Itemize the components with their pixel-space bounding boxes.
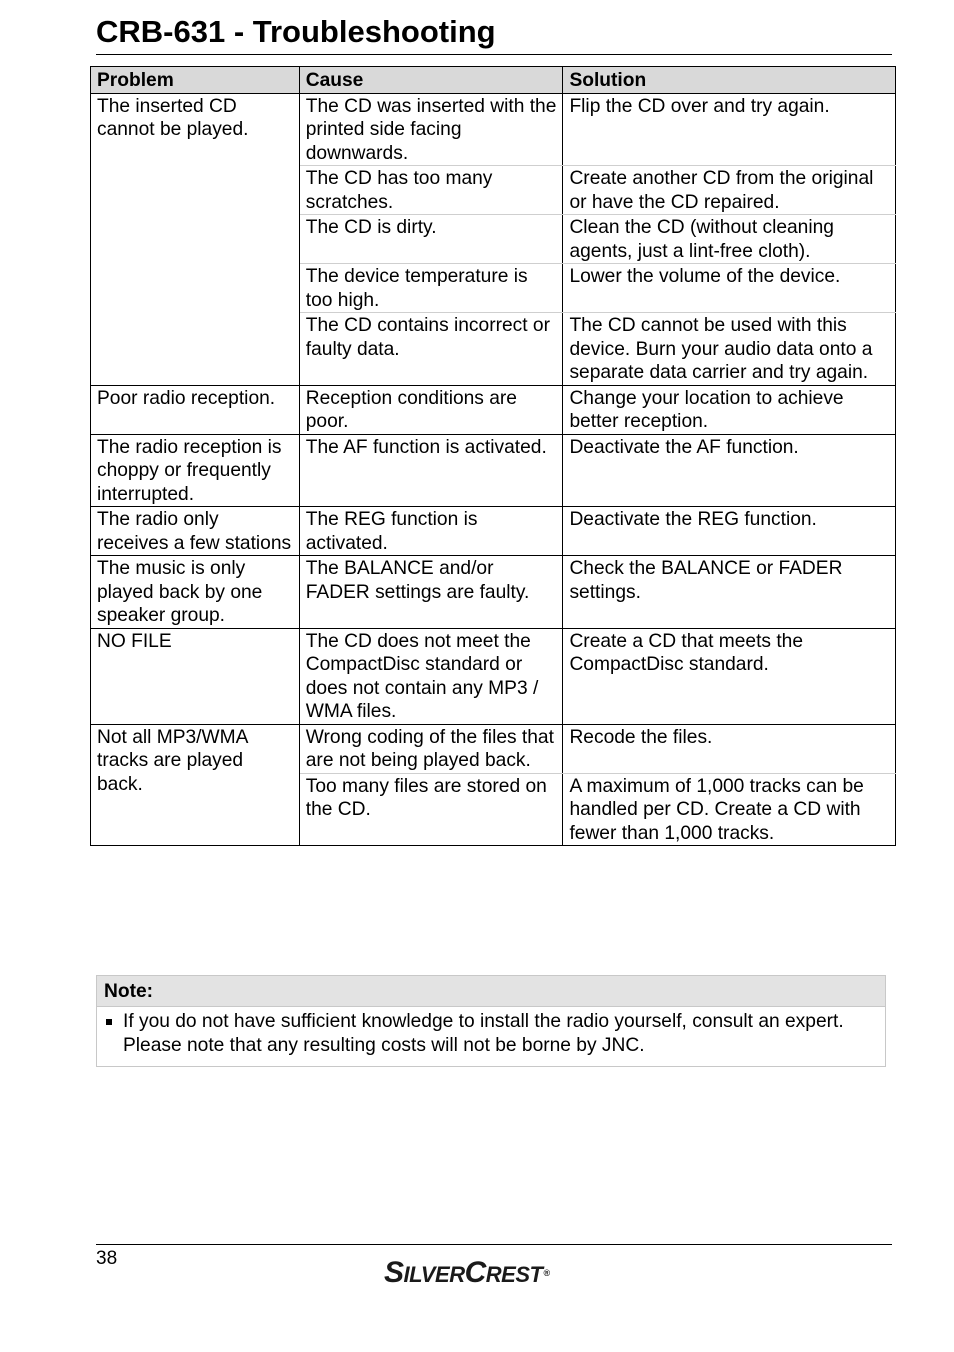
cause-cell: The AF function is activated. [299, 434, 563, 507]
solution-cell: A maximum of 1,000 tracks can be handled per CD. Create a CD with fewer than 1,000 tracks. [563, 773, 896, 846]
table-row [91, 556, 896, 629]
cause-cell: The CD is dirty. [299, 215, 563, 264]
column-header-problem: Problem [91, 67, 300, 94]
solution-cell: Change your location to achieve better reception. [563, 385, 896, 434]
table-row [91, 385, 896, 434]
table-row [91, 628, 896, 724]
table-row [91, 434, 896, 507]
logo-letter: S [384, 1256, 404, 1289]
cause-cell: The CD does not meet the CompactDisc standard or does not contain any MP3 / WMA files. [299, 628, 563, 724]
note-box [96, 975, 886, 1067]
cause-cell: Wrong coding of the files that are not being played back. [299, 724, 563, 773]
column-header-cause: Cause [299, 67, 563, 94]
footer-divider [96, 1244, 892, 1245]
cause-cell: The CD has too many scratches. [299, 166, 563, 215]
solution-cell: Clean the CD (without cleaning agents, just a lint-free cloth). [563, 215, 896, 264]
table-row [91, 724, 896, 773]
problem-cell: Poor radio reception. [91, 385, 300, 434]
note-text: If you do not have sufficient knowledge to install the radio yourself, consult an expert. Please note that any resulting costs will not be borne by JNC. [123, 1011, 844, 1056]
solution-cell: Check the BALANCE or FADER settings. [563, 556, 896, 629]
solution-cell: Flip the CD over and try again. [563, 93, 896, 166]
problem-cell: NO FILE [91, 628, 300, 724]
solution-cell: Create a CD that meets the CompactDisc standard. [563, 628, 896, 724]
bullet-icon [106, 1019, 112, 1025]
cause-cell: Reception conditions are poor. [299, 385, 563, 434]
table-row [91, 93, 896, 166]
problem-cell: The radio reception is choppy or frequently interrupted. [91, 434, 300, 507]
logo-letters: ILVER [403, 1262, 465, 1287]
problem-cell: Not all MP3/WMA tracks are played back. [91, 724, 300, 846]
column-header-solution: Solution [563, 67, 896, 94]
solution-cell: The CD cannot be used with this device. Burn your audio data onto a separate data carrier and try again. [563, 313, 896, 386]
cause-cell: The BALANCE and/or FADER settings are faulty. [299, 556, 563, 629]
solution-cell: Lower the volume of the device. [563, 264, 896, 313]
cause-cell: The REG function is activated. [299, 507, 563, 556]
page-number: 38 [96, 1248, 118, 1269]
solution-cell: Create another CD from the original or have the CD repaired. [563, 166, 896, 215]
table-body [91, 93, 896, 846]
table-row [91, 507, 896, 556]
solution-cell: Deactivate the REG function. [563, 507, 896, 556]
cause-cell: The CD contains incorrect or faulty data. [299, 313, 563, 386]
solution-cell: Recode the files. [563, 724, 896, 773]
registered-mark: ® [543, 1267, 550, 1278]
page-title: CRB-631 - Troubleshooting [96, 14, 496, 49]
troubleshooting-table [90, 66, 896, 846]
solution-cell: Deactivate the AF function. [563, 434, 896, 507]
note-heading: Note: [97, 976, 885, 1007]
note-body [97, 1007, 885, 1066]
table-header-row [91, 67, 896, 94]
title-divider [96, 54, 892, 55]
cause-cell: The CD was inserted with the printed side facing downwards. [299, 93, 563, 166]
problem-cell: The music is only played back by one speaker group. [91, 556, 300, 629]
silvercrest-logo [384, 1256, 550, 1290]
cause-cell: Too many files are stored on the CD. [299, 773, 563, 846]
logo-letter: C [464, 1256, 486, 1289]
logo-letters: REST [485, 1262, 543, 1287]
problem-cell: The radio only receives a few stations [91, 507, 300, 556]
cause-cell: The device temperature is too high. [299, 264, 563, 313]
problem-cell: The inserted CD cannot be played. [91, 93, 300, 385]
